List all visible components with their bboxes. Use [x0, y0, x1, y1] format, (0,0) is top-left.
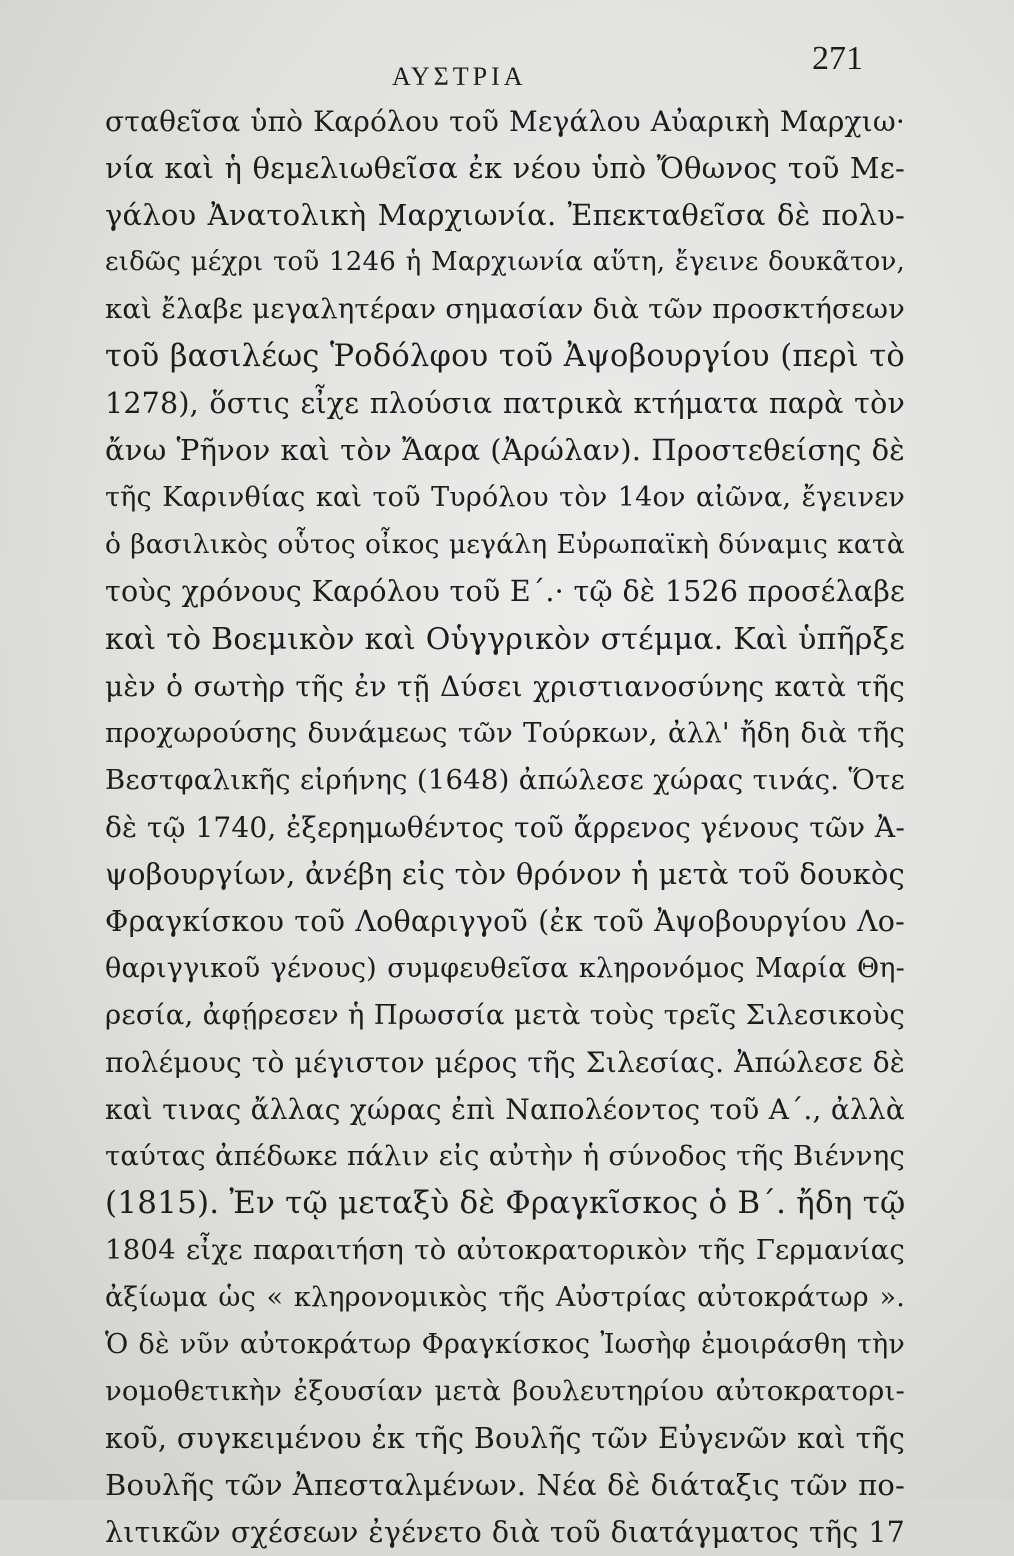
text-line: 1804 εἶχε παραιτήση τὸ αὐτοκρατορικὸν τῆς Γερμανίας — [105, 1234, 905, 1267]
text-line: προχωρούσης δυνάμεως τῶν Τούρκων, ἀλλ' ἤδη διὰ τῆς — [105, 716, 905, 749]
page-number: 271 — [812, 40, 863, 77]
text-line: ὁ βασιλικὸς οὗτος οἶκος μεγάλη Εὐρωπαϊκὴ δύναμις κατὰ — [105, 529, 905, 561]
text-line: τοῦ βασιλέως Ῥοδόλφου τοῦ Ἀψοβουργίου (περὶ τὸ — [105, 339, 905, 375]
text-line: ἄνω Ῥῆνον καὶ τὸν Ἄαρα (Ἀρώλαν). Προστεθείσης δὲ — [105, 433, 905, 468]
text-line: καὶ ἔλαβε μεγαλητέραν σημασίαν διὰ τῶν προσκτήσεων — [105, 293, 905, 326]
text-line: 1278), ὅστις εἶχε πλούσια πατρικὰ κτήματα παρὰ τὸν — [105, 387, 905, 421]
text-line: Βεστφαλικῆς εἰρήνης (1648) ἀπώλεσε χώρας τινάς. Ὅτε — [105, 763, 905, 796]
text-line: (1815). Ἐν τῷ μεταξὺ δὲ Φραγκῖσκος ὁ Β΄. ἤδη τῷ — [105, 1185, 906, 1222]
text-line: ρεσία, ἀφῄρεσεν ἡ Πρωσσία μετὰ τοὺς τρεῖς Σιλεσικοὺς — [105, 998, 905, 1031]
text-line: ταύτας ἀπέδωκε πάλιν εἰς αὐτὴν ἡ σύνοδος τῆς Βιέννης — [105, 1140, 905, 1173]
text-line: γάλου Ἀνατολικὴ Μαρχιωνία. Ἐπεκταθεῖσα δὲ πολυ- — [105, 198, 905, 233]
text-line: τοὺς χρόνους Καρόλου τοῦ Ε΄.· τῷ δὲ 1526 προσέλαβε — [105, 575, 905, 609]
text-line: ψοβουργίων, ἀνέβη εἰς τὸν θρόνον ἡ μετὰ τοῦ δουκὸς — [105, 856, 905, 891]
text-line: ἀξίωμα ὡς « κληρονομικὸς τῆς Αὐστρίας αὐτοκράτωρ ». — [105, 1282, 905, 1314]
text-line: Βουλῆς τῶν Ἀπεσταλμένων. Νέα δὲ διάταξις τῶν πο- — [105, 1468, 905, 1503]
text-line: ειδῶς μέχρι τοῦ 1246 ἡ Μαρχιωνία αὕτη, ἔγεινε δουκᾶτον, — [105, 247, 905, 278]
running-head: ΑΥΣΤΡΙΑ — [392, 62, 527, 91]
text-line: καὶ τινας ἄλλας χώρας ἐπὶ Ναπολέοντος τοῦ Α΄., ἀλλὰ — [105, 1092, 905, 1126]
body-text — [105, 98, 905, 1556]
text-line: Ὁ δὲ νῦν αὐτοκράτωρ Φραγκίσκος Ἰωσὴφ ἐμοιράσθη τὴν — [105, 1329, 905, 1361]
text-line: Φραγκίσκου τοῦ Λοθαριγγοῦ (ἐκ τοῦ Ἀψοβουργίου Λο- — [105, 904, 905, 938]
text-line: μὲν ὁ σωτὴρ τῆς ἐν τῇ Δύσει χριστιανοσύνης κατὰ τῆς — [105, 669, 905, 703]
text-line: θαριγγικοῦ γένους) συμφευθεῖσα κληρονόμος Μαρία Θη- — [105, 952, 905, 984]
text-line: καὶ τὸ Βοεμικὸν καὶ Οὑγγρικὸν στέμμα. Καὶ ὑπῆρξε — [105, 621, 905, 657]
text-line: πολέμους τὸ μέγιστον μέρος τῆς Σιλεσίας. Ἀπώλεσε δὲ — [105, 1045, 905, 1079]
text-line: κοῦ, συγκειμένου ἐκ τῆς Βουλῆς τῶν Εὐγενῶν καὶ τῆς — [105, 1422, 905, 1456]
text-line: τῆς Καρινθίας καὶ τοῦ Τυρόλου τὸν 14ον αἰῶνα, ἔγεινεν — [105, 482, 905, 514]
text-line: σταθεῖσα ὑπὸ Καρόλου τοῦ Μεγάλου Αὐαρικὴ Μαρχιω· — [105, 105, 905, 138]
text-line: δὲ τῷ 1740, ἐξερημωθέντος τοῦ ἄρρενος γένους τῶν Ἀ- — [105, 810, 905, 844]
text-line: νία καὶ ἡ θεμελιωθεῖσα ἐκ νέου ὑπὸ Ὄθωνος τοῦ Με- — [105, 151, 905, 186]
text-line: λιτικῶν σχέσεων ἐγένετο διὰ τοῦ διατάγματος τῆς 17 — [105, 1516, 905, 1550]
text-line: νομοθετικὴν ἐξουσίαν μετὰ βουλευτηρίου αὐτοκρατορι- — [105, 1375, 905, 1408]
